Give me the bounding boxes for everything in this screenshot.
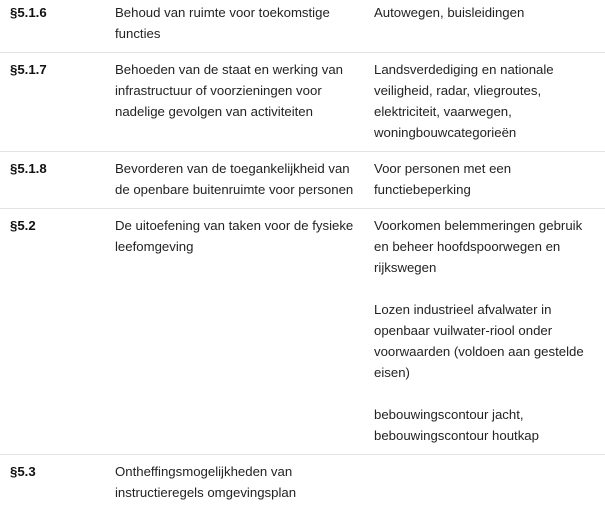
section-reference: §5.1.7 <box>0 53 112 152</box>
section-description <box>112 209 370 455</box>
section-notes <box>370 152 605 209</box>
section-reference: §5.2 <box>0 209 112 455</box>
table-row <box>0 0 605 53</box>
table-row <box>0 455 605 511</box>
section-reference: §5.3 <box>0 455 112 511</box>
section-reference: §5.1.6 <box>0 0 112 53</box>
section-notes <box>370 455 605 511</box>
section-notes <box>370 53 605 152</box>
description-paragraph: De uitoefening van taken voor de fysieke leefomgeving <box>115 215 358 257</box>
section-notes <box>370 209 605 455</box>
section-description <box>112 53 370 152</box>
notes-paragraph: bebouwingscontour jacht, bebouwingscontour houtkap <box>374 404 593 446</box>
notes-paragraph: Voor personen met een functiebeperking <box>374 158 593 200</box>
notes-paragraph: Autowegen, buisleidingen <box>374 2 593 23</box>
description-paragraph: Behoud van ruimte voor toekomstige functies <box>115 2 358 44</box>
section-description <box>112 455 370 511</box>
table-row <box>0 53 605 152</box>
section-description <box>112 152 370 209</box>
section-notes <box>370 0 605 53</box>
notes-paragraph: Landsverdediging en nationale veiligheid, radar, vliegroutes, elektriciteit, vaarwegen, woningbouwcategorieën <box>374 59 593 143</box>
description-paragraph: Bevorderen van de toegankelijkheid van de openbare buitenruimte voor personen <box>115 158 358 200</box>
table-row <box>0 209 605 455</box>
description-paragraph: Behoeden van de staat en werking van infrastructuur of voorzieningen voor nadelige gevolgen van activiteiten <box>115 59 358 122</box>
notes-paragraph: Lozen industrieel afvalwater in openbaar vuilwater-riool onder voorwaarden (voldoen aan gestelde eisen) <box>374 299 593 383</box>
table-row <box>0 152 605 209</box>
notes-paragraph: Voorkomen belemmeringen gebruik en beheer hoofdspoorwegen en rijkswegen <box>374 215 593 278</box>
section-reference: §5.1.8 <box>0 152 112 209</box>
section-description <box>112 0 370 53</box>
description-paragraph: Ontheffingsmogelijkheden van instructieregels omgevingsplan <box>115 461 358 503</box>
